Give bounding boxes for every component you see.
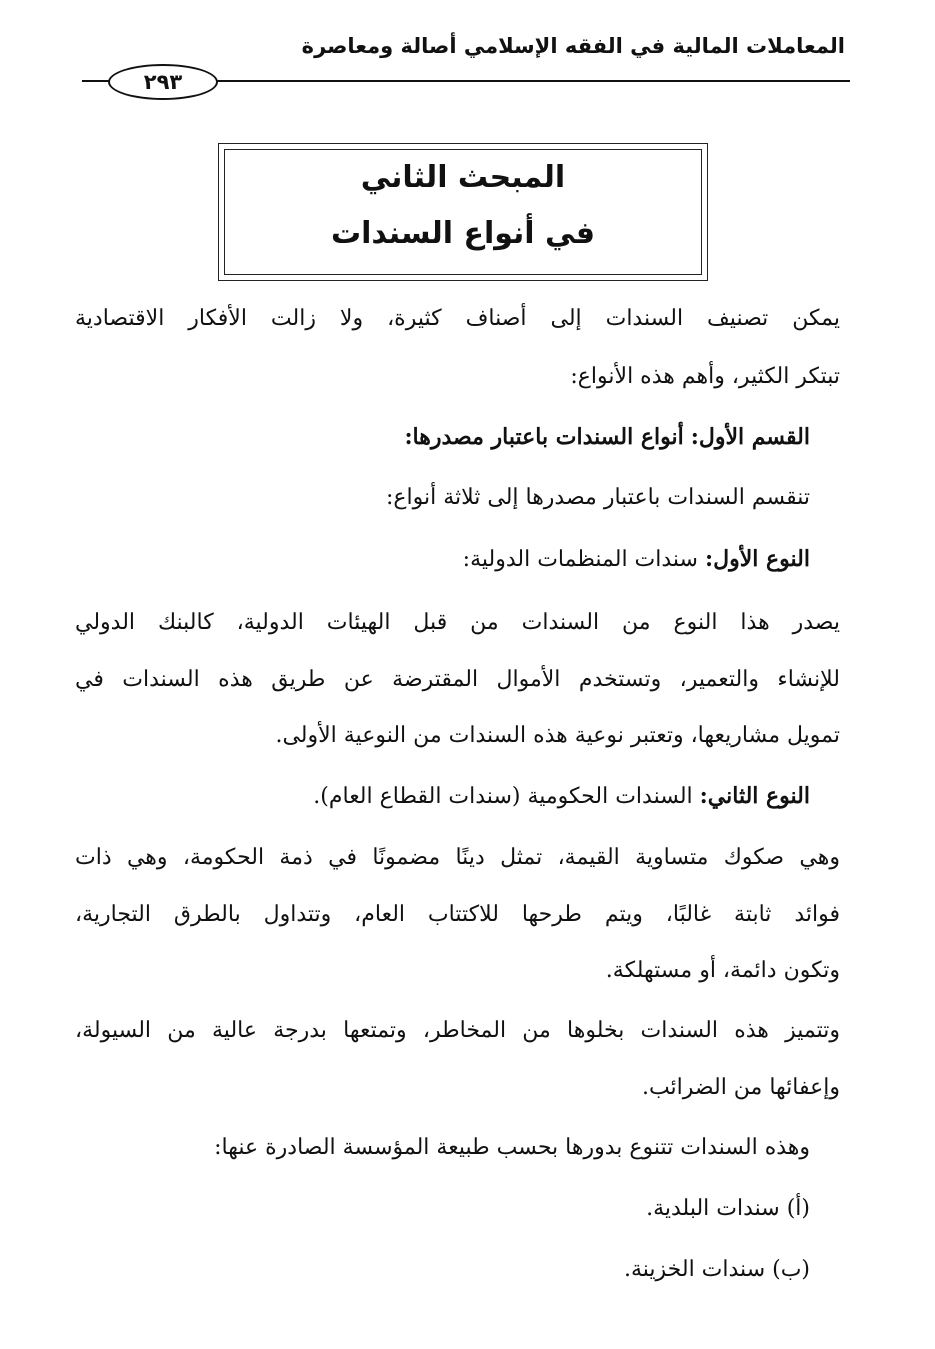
type-title: سندات المنظمات الدولية: [462, 547, 698, 572]
type-subheading [313, 783, 810, 810]
section-heading-line1: المبحث الثاني [360, 160, 566, 195]
body-line: وإعفائها من الضرائب. [641, 1075, 840, 1100]
section-heading-line2: في أنواع السندات [330, 216, 596, 251]
section-heading-frame [218, 143, 708, 281]
section-title: أنواع السندات باعتبار مصدرها: [404, 424, 684, 450]
body-line: تنقسم السندات باعتبار مصدرها إلى ثلاثة أنواع: [385, 485, 810, 510]
list-item: (أ) سندات البلدية. [646, 1196, 810, 1221]
page-number: ٢٩٣ [108, 64, 218, 100]
body-line: يمكن تصنيف السندات إلى أصناف كثيرة، ولا زالت الأفكار الاقتصادية [75, 306, 840, 331]
body-line: وهي صكوك متساوية القيمة، تمثل دينًا مضمونًا في ذمة الحكومة، وهي ذات [75, 845, 840, 870]
body-line: فوائد ثابتة غالبًا، ويتم طرحها للاكتتاب العام، وتتداول بالطرق التجارية، [75, 902, 840, 927]
body-line: وهذه السندات تتنوع بدورها بحسب طبيعة المؤسسة الصادرة عنها: [214, 1135, 810, 1160]
section-label: القسم الأول: [690, 424, 810, 450]
body-line: يصدر هذا النوع من السندات من قبل الهيئات الدولية، كالبنك الدولي [75, 610, 840, 635]
running-header-title: المعاملات المالية في الفقه الإسلامي أصالة ومعاصرة [301, 34, 845, 58]
body-line: للإنشاء والتعمير، وتستخدم الأموال المقترضة عن طريق هذه السندات في [75, 667, 840, 692]
body-line: وتكون دائمة، أو مستهلكة. [605, 958, 840, 983]
body-line: تبتكر الكثير، وأهم هذه الأنواع: [570, 364, 840, 389]
body-line: وتتميز هذه السندات بخلوها من المخاطر، وتمتعها بدرجة عالية من السيولة، [75, 1018, 840, 1043]
section-subheading [404, 424, 810, 451]
type-label: النوع الأول: [705, 546, 810, 572]
body-line: تمويل مشاريعها، وتعتبر نوعية هذه السندات من النوعية الأولى. [275, 723, 840, 748]
list-item: (ب) سندات الخزينة. [623, 1257, 810, 1282]
type-title: السندات الحكومية (سندات القطاع العام). [313, 784, 693, 809]
type-subheading [463, 546, 810, 573]
type-label: النوع الثاني: [699, 783, 810, 809]
